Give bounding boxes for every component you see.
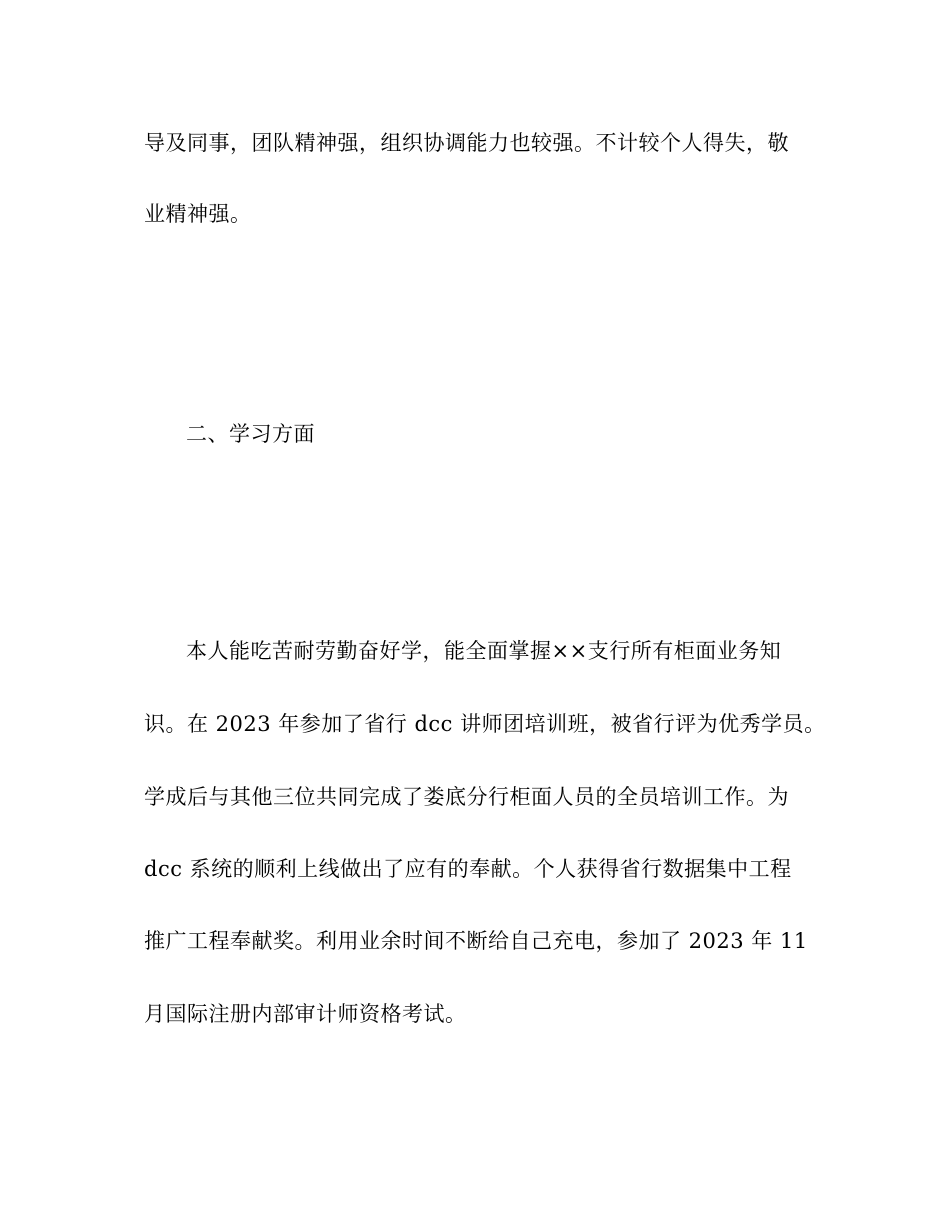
paragraph-line: 月国际注册内部审计师资格考试。 [144,1002,467,1026]
paragraph-line: dcc 系统的顺利上线做出了应有的奉献。个人获得省行数据集中工程 [144,857,792,881]
paragraph-line: 学成后与其他三位共同完成了娄底分行柜面人员的全员培训工作。为 [144,785,789,809]
paragraph-line: 推广工程奉献奖。利用业余时间不断给自己充电，参加了 2023 年 11 [144,929,808,953]
paragraph-line: 导及同事，团队精神强，组织协调能力也较强。不计较个人得失，敬 [144,131,789,155]
paragraph-line: 本人能吃苦耐劳勤奋好学，能全面掌握××支行所有柜面业务知 [186,639,782,663]
paragraph-line: 识。在 2023 年参加了省行 dcc 讲师团培训班，被省行评为优秀学员。 [144,712,826,736]
section-heading: 二、学习方面 [186,422,315,446]
paragraph-line: 业精神强。 [144,202,252,226]
